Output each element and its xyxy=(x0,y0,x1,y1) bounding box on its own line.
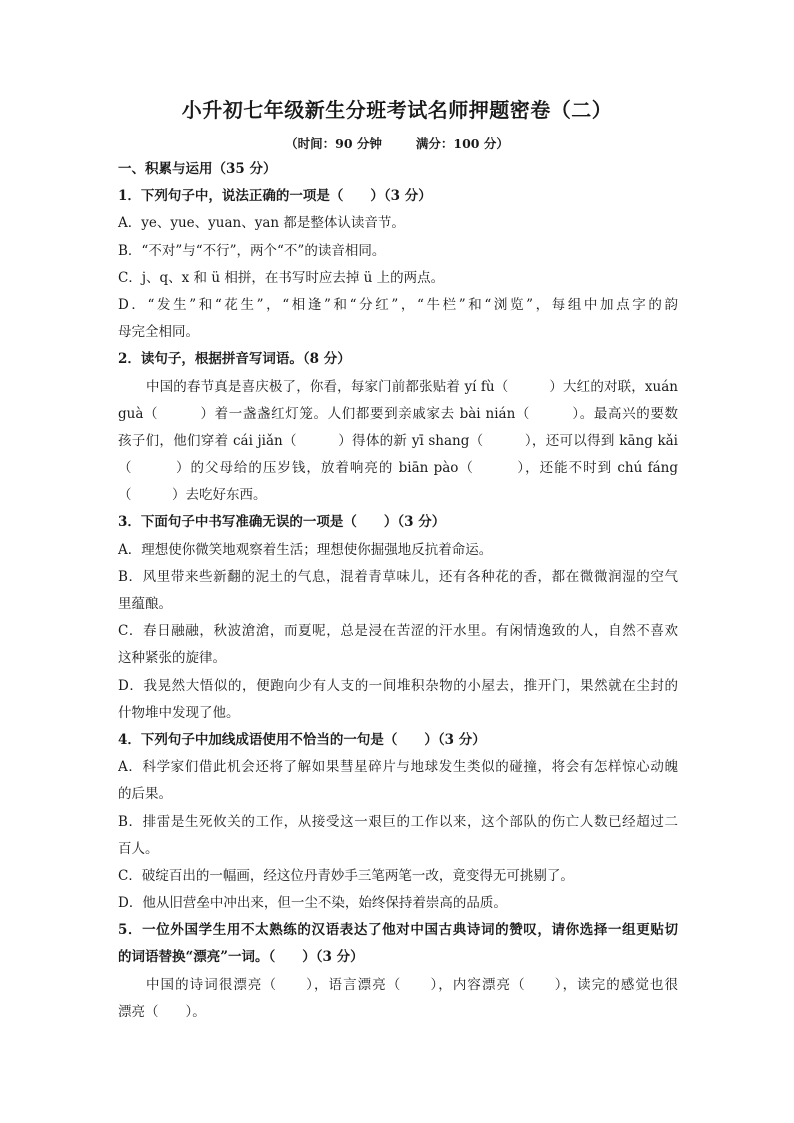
question-5-stem: 5．一位外国学生用不太熟练的汉语表达了他对中国古典诗词的赞叹，请你选择一组更贴切 xyxy=(118,922,678,939)
question-3-option-b: B．风里带来些新翻的泥土的气息，混着青草味儿，还有各种花的香，都在微微润湿的空气 xyxy=(118,568,678,585)
question-3-option-c-cont: 这种紧张的旋律。 xyxy=(118,650,226,667)
question-2-passage: 中国的春节真是喜庆极了，你看，每家门前都张贴着 yí fù（ ）大红的对联，xuán xyxy=(146,378,678,395)
section-heading: 一、积累与运用（35 分） xyxy=(118,161,277,177)
question-2-passage: （ ）的父母给的压岁钱，放着响亮的 biān pào（ ），还能不时到 chú fáng xyxy=(118,460,678,477)
question-4-option-a-cont: 的后果。 xyxy=(118,786,172,803)
question-4-option-c: C．破绽百出的一幅画，经这位丹青妙手三笔两笔一改，竟变得无可挑剔了。 xyxy=(118,867,574,884)
question-2-passage: guà（ ）着一盏盏红灯笼。人们都要到亲戚家去 bài nián（ ）。最高兴的要数 xyxy=(118,405,678,422)
question-1-option-b: B．“不对”与“不行”，两个“不”的读音相同。 xyxy=(118,242,386,259)
time-limit: （时间：90 分钟 xyxy=(285,136,382,151)
question-2-passage: 孩子们，他们穿着 cái jiǎn（ ）得体的新 yī shang（ ），还可以得到 kāng kǎi xyxy=(118,432,678,449)
question-5-passage: 中国的诗词很漂亮（ ），语言漂亮（ ），内容漂亮（ ），读完的感觉也很 xyxy=(146,976,678,993)
question-5-passage: 漂亮（ ）。 xyxy=(118,1003,206,1020)
question-4-stem: 4．下列句子中加线成语使用不恰当的一句是（ ）（3 分） xyxy=(118,731,486,748)
question-4-option-b: B．排雷是生死攸关的工作，从接受这一艰巨的工作以来，这个部队的伤亡人数已经超过二 xyxy=(118,813,678,830)
question-3-option-d-cont: 什物堆中发现了他。 xyxy=(118,704,240,721)
question-1-option-d-cont: 母完全相同。 xyxy=(118,324,199,341)
question-4-option-d: D．他从旧营垒中冲出来，但一尘不染，始终保持着崇高的品质。 xyxy=(118,895,507,912)
question-1-option-c: C．j、q、x 和 ü 相拼，在书写时应去掉 ü 上的两点。 xyxy=(118,269,445,286)
question-1-option-a: A．ye、yue、yuan、yan 都是整体认读音节。 xyxy=(118,215,405,232)
question-4-option-a: A．科学家们借此机会还将了解如果彗星碎片与地球发生类似的碰撞，将会有怎样惊心动魄 xyxy=(118,759,678,776)
question-5-stem-cont: 的词语替换“漂亮”一词。（ ）（3 分） xyxy=(118,949,364,966)
question-3-option-d: D．我晃然大悟似的，便跑向少有人支的一间堆积杂物的小屋去，推开门，果然就在尘封的 xyxy=(118,677,678,694)
exam-body xyxy=(118,156,678,1026)
question-3-option-a: A．理想使你微笑地观察着生活；理想使你掘强地反抗着命运。 xyxy=(118,541,493,558)
question-2-passage: （ ）去吃好东西。 xyxy=(118,487,267,504)
question-3-stem: 3．下面句子中书写准确无误的一项是（ ）（3 分） xyxy=(118,514,446,531)
question-2-stem: 2．读句子，根据拼音写词语。（8 分） xyxy=(118,351,351,368)
question-1-option-d: D．“发生”和“花生”，“相逢”和“分红”，“牛栏”和“浏览”，每组中加点字的韵 xyxy=(118,296,678,313)
exam-title: 小升初七年级新生分班考试名师押题密卷（二） xyxy=(181,98,613,122)
question-3-option-c: C．春日融融，秋波滄滄，而夏呢，总是浸在苦涩的汗水里。有闲情逸致的人，自然不喜欢 xyxy=(118,623,678,640)
full-score: 满分：100 分） xyxy=(415,136,509,151)
question-4-option-b-cont: 百人。 xyxy=(118,840,159,857)
exam-info xyxy=(0,134,794,152)
question-3-option-b-cont: 里蕴酿。 xyxy=(118,596,172,612)
question-1-stem: 1．下列句子中，说法正确的一项是（ ）（3 分） xyxy=(118,188,432,205)
